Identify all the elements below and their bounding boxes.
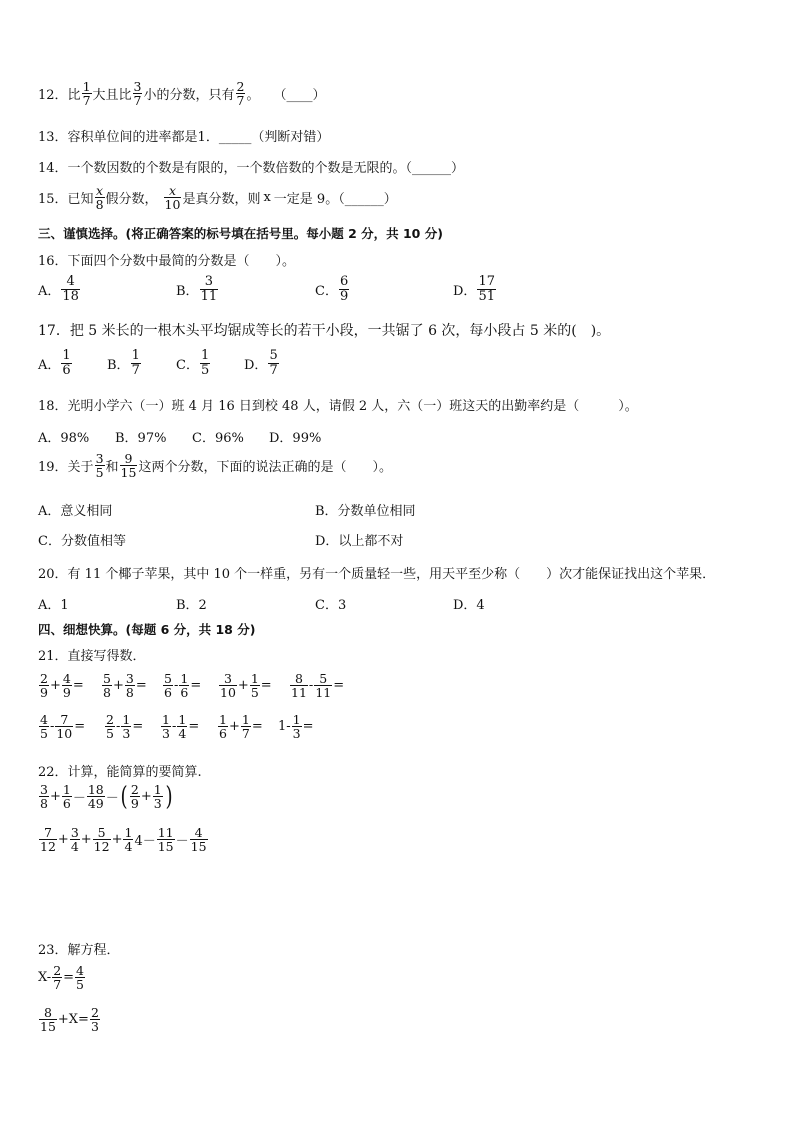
- denominator: 3: [122, 726, 131, 742]
- question-number: 12．: [38, 88, 68, 104]
- fraction: [93, 826, 111, 853]
- fraction: [39, 826, 57, 853]
- q21-row2-expr-5: [278, 713, 314, 740]
- denominator: 5: [76, 977, 84, 993]
- fraction: [70, 826, 80, 853]
- denominator: 9: [62, 685, 71, 701]
- numerator: 9: [124, 451, 133, 466]
- denominator: 10: [220, 685, 236, 701]
- numerator: 1: [241, 712, 250, 727]
- denominator: 8: [125, 685, 134, 701]
- numerator: 3: [223, 671, 232, 686]
- denominator: 4: [70, 839, 79, 855]
- numerator: 1: [250, 671, 259, 686]
- text: 假分数，: [105, 192, 158, 208]
- operator: -: [308, 678, 314, 694]
- fraction: [39, 672, 49, 699]
- question-number: 19．: [38, 460, 68, 476]
- q20-option-a[interactable]: A．1: [38, 598, 69, 613]
- text: 这两个分数，下面的说法正确的是（ ）。: [138, 460, 392, 476]
- q21-row1-expr-2: [101, 672, 147, 699]
- text: 大且比: [92, 88, 132, 104]
- operator: +: [57, 832, 69, 848]
- text: 小的分数，只有: [143, 88, 235, 104]
- q21-row1-expr-1: [38, 672, 84, 699]
- denominator: 4: [124, 839, 133, 855]
- left-paren: (: [120, 781, 128, 812]
- q16-option-d[interactable]: [453, 275, 497, 303]
- operator: +: [228, 719, 240, 735]
- fraction: [87, 783, 105, 810]
- equals: =: [333, 678, 345, 694]
- denominator: 9: [40, 685, 48, 701]
- operator: －: [105, 791, 119, 807]
- denominator: 12: [40, 839, 56, 855]
- numerator: 3: [204, 274, 213, 289]
- operator: +: [49, 678, 61, 694]
- fraction: [55, 713, 73, 740]
- fraction: [75, 964, 85, 991]
- numerator: 1: [82, 79, 91, 94]
- question-19: [38, 452, 392, 479]
- q20-option-d[interactable]: D．4: [453, 598, 485, 613]
- fraction: [339, 275, 349, 303]
- equals: =: [63, 970, 75, 986]
- fraction: [52, 964, 62, 991]
- text: 是真分数，则: [182, 192, 261, 208]
- question-22: 22．计算，能简算的要简算.: [38, 765, 202, 780]
- numerator: 4: [62, 671, 71, 686]
- denominator: 8: [103, 685, 111, 701]
- numerator: 1: [292, 712, 301, 727]
- fraction: [163, 672, 173, 699]
- denominator: 10: [56, 726, 73, 742]
- fraction: [190, 826, 208, 853]
- fraction: [82, 80, 92, 107]
- text: 4－: [134, 834, 156, 850]
- operator: －: [175, 834, 189, 850]
- numerator: 3: [125, 671, 134, 686]
- numerator: 4: [66, 274, 75, 289]
- fraction: [90, 1006, 100, 1033]
- q22-expression-1: [38, 783, 174, 810]
- q21-row1-expr-4: [218, 672, 272, 699]
- denominator: 9: [339, 288, 349, 304]
- option-label: D．: [453, 283, 477, 299]
- fraction: [164, 184, 182, 211]
- q21-row1-expr-5: [289, 672, 344, 699]
- option-label: B．: [107, 357, 130, 373]
- fraction: [161, 713, 171, 740]
- section-4-title: 四、细想快算。(每题 6 分，共 18 分): [38, 622, 256, 637]
- numerator: 1: [219, 712, 227, 727]
- denominator: 5: [250, 685, 259, 701]
- fraction: [290, 672, 308, 699]
- denominator: 8: [95, 197, 104, 213]
- equals: =: [72, 678, 84, 694]
- q18-option-a[interactable]: A．98%: [38, 431, 90, 446]
- text: 和: [105, 460, 119, 476]
- operator: +: [80, 832, 92, 848]
- fraction: [218, 713, 228, 740]
- numerator: 8: [294, 671, 303, 686]
- numerator: 3: [133, 79, 142, 94]
- numerator: x: [96, 183, 104, 198]
- denominator: 7: [131, 362, 140, 378]
- denominator: 51: [478, 288, 495, 304]
- numerator: 1: [131, 348, 140, 363]
- denominator: 5: [40, 726, 48, 742]
- q19-option-c[interactable]: C．分数值相等: [38, 534, 126, 549]
- fraction: [39, 1006, 57, 1033]
- fraction: [61, 275, 80, 303]
- question-12: [38, 80, 325, 107]
- numerator: 2: [53, 963, 62, 978]
- q17-option-d[interactable]: [244, 349, 280, 377]
- numerator: 1: [162, 712, 170, 727]
- fraction: [236, 80, 246, 107]
- q17-option-a[interactable]: [38, 349, 73, 377]
- fraction: [95, 452, 105, 479]
- denominator: 11: [200, 288, 218, 304]
- text: 1-: [278, 719, 291, 735]
- numerator: 7: [60, 712, 69, 727]
- option-label: A．: [38, 283, 61, 299]
- fraction: [102, 672, 112, 699]
- q16-option-b[interactable]: [176, 275, 219, 303]
- q22-expression-2: [38, 826, 209, 853]
- operator: +: [111, 832, 123, 848]
- numerator: 2: [236, 79, 245, 94]
- operator: -: [171, 719, 177, 735]
- fraction: [105, 713, 115, 740]
- option-label: B．: [176, 283, 199, 299]
- numerator: 5: [269, 348, 278, 363]
- option-label: C．: [315, 283, 338, 299]
- q21-row2-expr-3: [160, 713, 199, 740]
- fraction: [39, 713, 49, 740]
- fraction: [314, 672, 332, 699]
- q17-option-c[interactable]: [176, 349, 211, 377]
- q19-option-b[interactable]: B．分数单位相同: [315, 504, 416, 519]
- denominator: 5: [95, 465, 104, 481]
- denominator: 7: [53, 977, 62, 993]
- q19-option-d[interactable]: D．以上都不对: [315, 534, 404, 549]
- q21-row2-expr-2: [104, 713, 143, 740]
- denominator: 11: [291, 685, 307, 701]
- numerator: 1: [153, 782, 162, 797]
- denominator: 18: [62, 288, 79, 304]
- denominator: 3: [162, 726, 170, 742]
- denominator: 15: [190, 839, 207, 855]
- numerator: 2: [106, 712, 114, 727]
- right-paren: ): [165, 781, 173, 812]
- denominator: 15: [120, 465, 137, 481]
- question-20: 20．有 11 个椰子苹果，其中 10 个一样重，另有一个质量轻一些，用天平至少称（ ）次才能保证找出这个苹果．: [38, 567, 716, 582]
- q16-option-c[interactable]: [315, 275, 350, 303]
- numerator: 1: [178, 712, 187, 727]
- operator: -: [49, 719, 55, 735]
- fraction: [200, 349, 210, 377]
- answer-blank[interactable]: （____）: [273, 88, 326, 104]
- fraction: [120, 452, 138, 479]
- fraction: [131, 349, 141, 377]
- q19-option-a[interactable]: A．意义相同: [38, 504, 113, 519]
- denominator: 15: [40, 1019, 56, 1035]
- text: 比: [67, 88, 81, 104]
- q18-option-d[interactable]: D．99%: [269, 431, 322, 446]
- operator: －: [72, 791, 86, 807]
- numerator: 2: [90, 1005, 99, 1020]
- question-17: 17．把 5 米长的一根木头平均锯成等长的若干小段，一共锯了 6 次，每小段占 5 米的( )。: [38, 323, 611, 339]
- fraction: [477, 275, 496, 303]
- equals: =: [74, 719, 86, 735]
- numerator: 4: [40, 712, 48, 727]
- q18-option-c[interactable]: C．96%: [192, 431, 244, 446]
- q17-option-b[interactable]: [107, 349, 142, 377]
- numerator: 1: [200, 348, 210, 363]
- fraction: [179, 672, 189, 699]
- question-13: 13．容积单位间的进率都是1．_____（判断对错）: [38, 130, 330, 145]
- fraction: [219, 672, 237, 699]
- numerator: 6: [339, 274, 349, 289]
- numerator: 18: [87, 782, 104, 797]
- denominator: 3: [292, 726, 301, 742]
- denominator: 6: [219, 726, 227, 742]
- question-23: 23．解方程．: [38, 943, 120, 958]
- equals: =: [190, 678, 202, 694]
- fraction: [95, 184, 105, 211]
- text: 。: [246, 88, 260, 104]
- operator: +: [49, 789, 61, 805]
- variable: x: [263, 190, 271, 206]
- text: 关于: [67, 460, 94, 476]
- numerator: 11: [157, 825, 174, 840]
- question-18: 18．光明小学六（一）班 4 月 16 日到校 48 人，请假 2 人，六（一）班这天的出勤率约是（ ）。: [38, 399, 638, 414]
- numerator: 5: [319, 671, 328, 686]
- numerator: 17: [478, 274, 495, 289]
- denominator: 6: [180, 685, 189, 701]
- fraction: [250, 672, 260, 699]
- fraction: [130, 783, 140, 810]
- denominator: 5: [106, 726, 114, 742]
- fraction: [61, 349, 71, 377]
- numerator: 4: [76, 963, 84, 978]
- denominator: 7: [133, 93, 142, 109]
- denominator: 11: [315, 685, 332, 701]
- question-15: [38, 184, 397, 211]
- fraction: [292, 713, 302, 740]
- question-16: 16．下面四个分数中最简的分数是（ ）。: [38, 254, 296, 269]
- equals: =: [188, 719, 200, 735]
- section-3-title: 三、谨慎选择。(将正确答案的标号填在括号里。每小题 2 分，共 10 分): [38, 226, 443, 241]
- fraction: [62, 783, 72, 810]
- denominator: 7: [82, 93, 91, 109]
- q18-option-b[interactable]: B．97%: [115, 431, 167, 446]
- numerator: 5: [103, 671, 111, 686]
- option-label: C．: [176, 357, 199, 373]
- denominator: 7: [236, 93, 245, 109]
- numerator: 2: [40, 671, 48, 686]
- fraction: [241, 713, 251, 740]
- fraction: [39, 783, 49, 810]
- denominator: 3: [90, 1019, 99, 1035]
- denominator: 49: [87, 796, 104, 812]
- denominator: 5: [200, 362, 210, 378]
- denominator: 9: [130, 796, 139, 812]
- numerator: 8: [43, 1005, 52, 1020]
- option-label: D．: [244, 357, 268, 373]
- text: 一定是 9。（______）: [273, 192, 397, 208]
- denominator: 6: [62, 796, 71, 812]
- numerator: 1: [62, 348, 71, 363]
- numerator: 3: [95, 451, 104, 466]
- numerator: 1: [180, 671, 189, 686]
- equals: =: [260, 678, 272, 694]
- fraction: [200, 275, 219, 303]
- question-number: 15．: [38, 192, 68, 208]
- denominator: 12: [93, 839, 110, 855]
- fraction: [177, 713, 187, 740]
- fraction: [153, 783, 163, 810]
- fraction: [121, 713, 131, 740]
- numerator: 2: [130, 782, 139, 797]
- q23-equation-1: [38, 964, 86, 991]
- denominator: 6: [164, 685, 172, 701]
- equals: =: [132, 719, 144, 735]
- fraction: [123, 826, 133, 853]
- operator: -: [115, 719, 121, 735]
- question-21: 21．直接写得数．: [38, 649, 146, 664]
- denominator: 15: [157, 839, 174, 855]
- option-label: A．: [38, 357, 61, 373]
- q21-row2-expr-4: [217, 713, 263, 740]
- denominator: 6: [62, 362, 71, 378]
- numerator: 5: [164, 671, 172, 686]
- denominator: 3: [153, 796, 162, 812]
- fraction: [133, 80, 143, 107]
- q21-row2-expr-1: [38, 713, 85, 740]
- numerator: 3: [40, 782, 48, 797]
- denominator: 10: [164, 197, 181, 213]
- numerator: 7: [43, 825, 52, 840]
- operator: +: [237, 678, 249, 694]
- equals: =: [302, 719, 314, 735]
- q20-option-b[interactable]: B．2: [176, 598, 207, 613]
- operator: -: [173, 678, 179, 694]
- equals: =: [135, 678, 147, 694]
- q21-row1-expr-3: [162, 672, 201, 699]
- text: +X=: [57, 1012, 89, 1028]
- fraction: [157, 826, 175, 853]
- denominator: 4: [178, 726, 187, 742]
- question-14: 14．一个数因数的个数是有限的，一个数倍数的个数是无限的。（______）: [38, 161, 465, 176]
- denominator: 7: [241, 726, 250, 742]
- numerator: x: [168, 183, 177, 198]
- fraction: [268, 349, 278, 377]
- numerator: 1: [124, 825, 133, 840]
- numerator: 4: [194, 825, 203, 840]
- operator: +: [140, 789, 152, 805]
- q20-option-c[interactable]: C．3: [315, 598, 347, 613]
- numerator: 1: [62, 782, 71, 797]
- numerator: 5: [97, 825, 106, 840]
- fraction: [62, 672, 72, 699]
- numerator: 1: [122, 712, 131, 727]
- text: X-: [38, 970, 52, 986]
- numerator: 3: [70, 825, 79, 840]
- fraction: [125, 672, 135, 699]
- equals: =: [251, 719, 263, 735]
- denominator: 7: [269, 362, 278, 378]
- q23-equation-2: [38, 1006, 101, 1033]
- denominator: 8: [40, 796, 48, 812]
- q16-option-a[interactable]: [38, 275, 81, 303]
- text: 已知: [67, 192, 94, 208]
- operator: +: [112, 678, 124, 694]
